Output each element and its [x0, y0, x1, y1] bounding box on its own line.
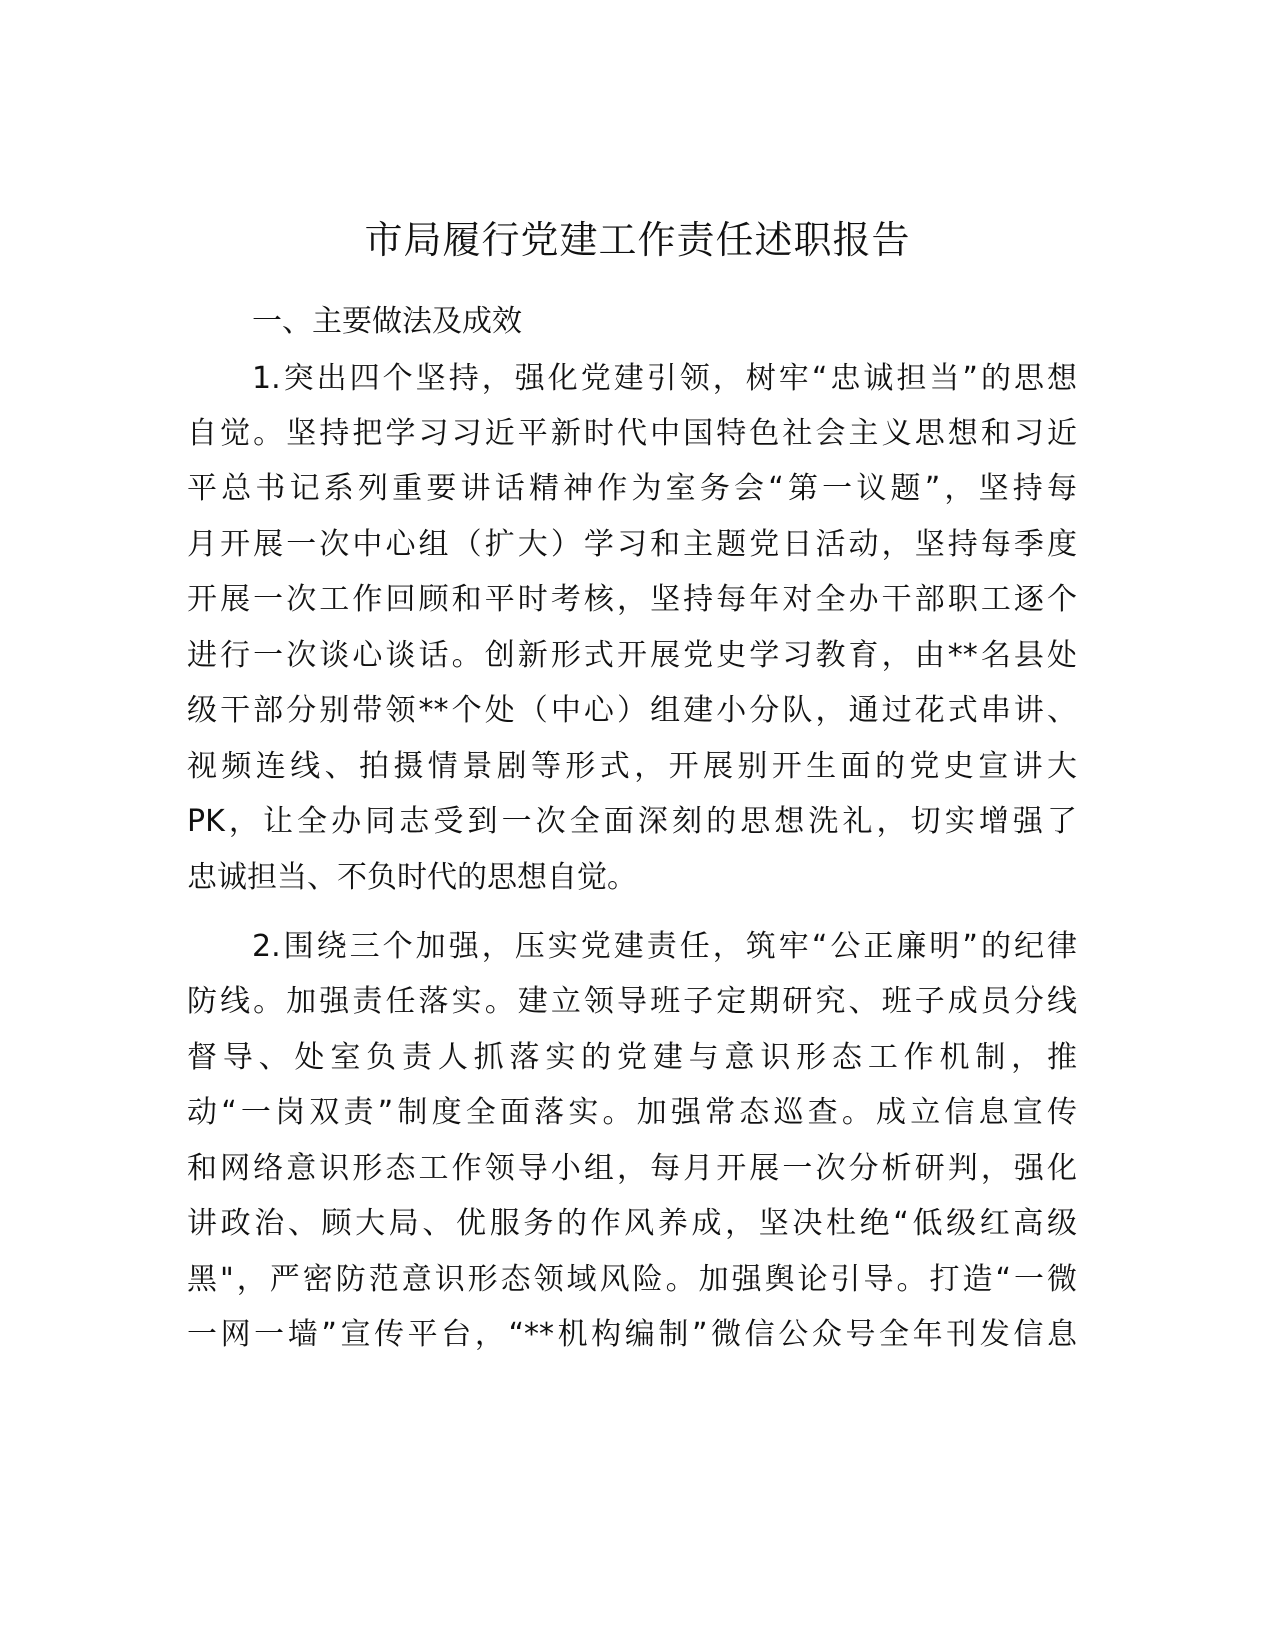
paragraph-line: 督导、处室负责人抓落实的党建与意识形态工作机制，推 — [187, 1040, 1077, 1075]
paragraph-line: 忠诚担当、不负时代的思想自觉。 — [187, 860, 637, 895]
paragraph-line: 视频连线、拍摄情景剧等形式，开展别开生面的党史宣讲大 — [187, 749, 1077, 784]
paragraph-line: 1.突出四个坚持，强化党建引领，树牢“忠诚担当”的思想 — [252, 361, 1077, 396]
section-heading: 一、主要做法及成效 — [252, 304, 522, 339]
paragraph-line: 黑"，严密防范意识形态领域风险。加强舆论引导。打造“一微 — [187, 1262, 1077, 1297]
paragraph-line: 动“一岗双责”制度全面落实。加强常态巡查。成立信息宣传 — [187, 1095, 1077, 1130]
paragraph-line: 月开展一次中心组（扩大）学习和主题党日活动，坚持每季度 — [187, 527, 1077, 562]
paragraph-line: 防线。加强责任落实。建立领导班子定期研究、班子成员分线 — [187, 984, 1077, 1019]
paragraph-line: 2.围绕三个加强，压实党建责任，筑牢“公正廉明”的纪律 — [252, 929, 1077, 964]
paragraph-line: 平总书记系列重要讲话精神作为室务会“第一议题”，坚持每 — [187, 471, 1077, 506]
paragraph-line: 和网络意识形态工作领导小组，每月开展一次分析研判，强化 — [187, 1151, 1077, 1186]
paragraph-line: 自觉。坚持把学习习近平新时代中国特色社会主义思想和习近 — [187, 416, 1077, 451]
paragraph-line: 级干部分别带领**个处（中心）组建小分队，通过花式串讲、 — [187, 693, 1077, 728]
paragraph-line: 讲政治、顾大局、优服务的作风养成，坚决杜绝“低级红高级 — [187, 1206, 1077, 1241]
paragraph-line: 一网一墙”宣传平台，“**机构编制”微信公众号全年刊发信息 — [187, 1317, 1077, 1352]
paragraph-line: PK，让全办同志受到一次全面深刻的思想洗礼，切实增强了 — [187, 804, 1077, 839]
paragraph-line: 进行一次谈心谈话。创新形式开展党史学习教育，由**名县处 — [187, 638, 1077, 673]
document-title: 市局履行党建工作责任述职报告 — [364, 218, 911, 262]
paragraph-line: 开展一次工作回顾和平时考核，坚持每年对全办干部职工逐个 — [187, 582, 1077, 617]
